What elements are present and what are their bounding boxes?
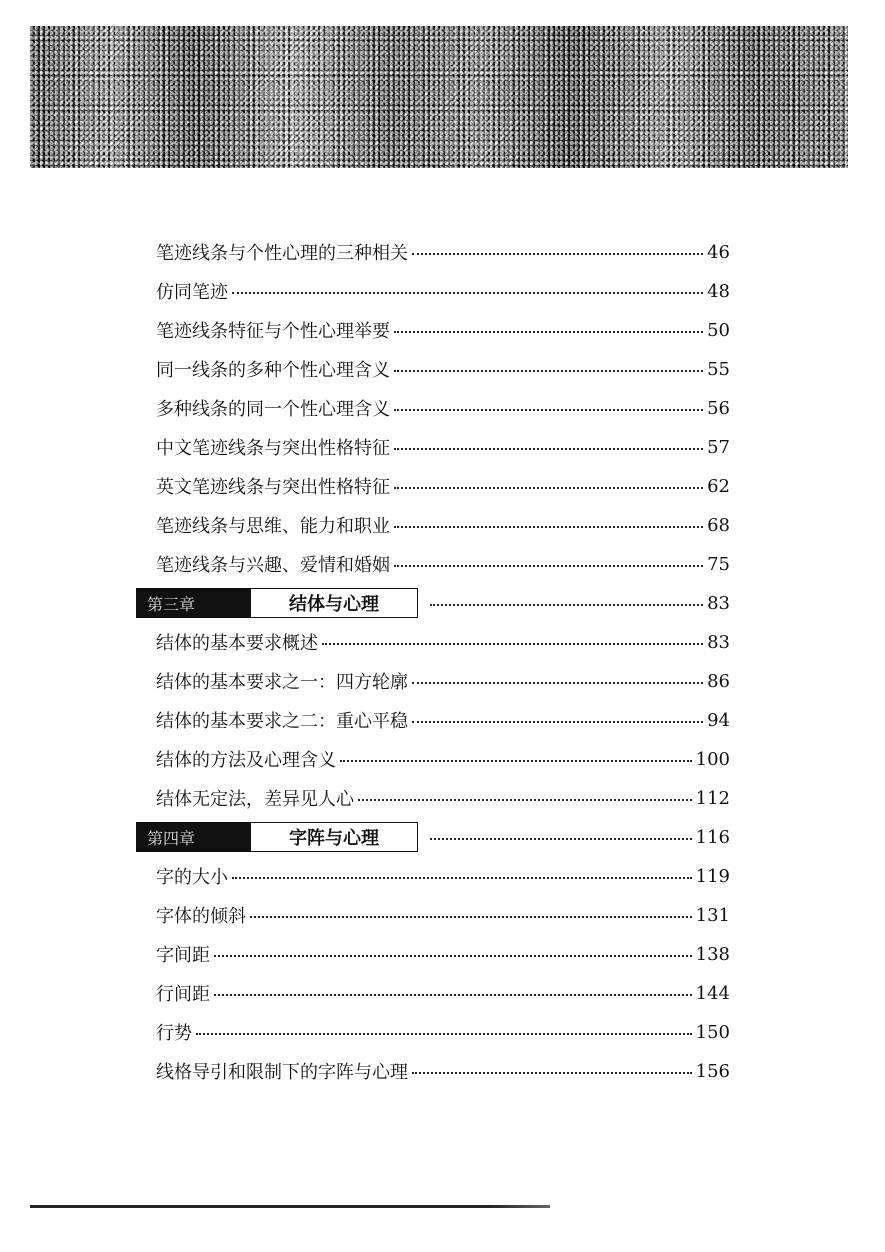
dot-leader — [358, 799, 692, 801]
chapter-label: 第四章 — [137, 823, 251, 851]
dot-leader — [394, 487, 703, 489]
toc-entry-page: 55 — [707, 358, 730, 380]
chapter-name: 字阵与心理 — [251, 823, 417, 851]
toc-entry-page: 68 — [707, 514, 730, 536]
dot-leader — [412, 1072, 692, 1074]
dot-leader — [394, 370, 703, 372]
toc-entry-page: 100 — [695, 748, 730, 770]
toc-entry[interactable] — [156, 939, 730, 969]
toc-entry-page: 86 — [707, 670, 730, 692]
toc-entry-title: 多种线条的同一个性心理含义 — [156, 399, 390, 420]
toc-entry-title: 行间距 — [156, 984, 210, 1005]
toc-entry-page: 119 — [695, 865, 730, 887]
toc-entry-title: 英文笔迹线条与突出性格特征 — [156, 477, 390, 498]
toc-entry[interactable] — [156, 666, 730, 696]
toc-entry-page: 57 — [707, 436, 730, 458]
toc-entry-page: 131 — [695, 904, 730, 926]
chapter-name: 结体与心理 — [251, 589, 417, 617]
toc-entry-title: 结体的基本要求概述 — [156, 633, 318, 654]
toc-entry[interactable] — [156, 783, 730, 813]
toc-entry-page: 75 — [707, 553, 730, 575]
toc-entry[interactable] — [156, 1056, 730, 1086]
toc-entry-page: 138 — [695, 943, 730, 965]
dot-leader — [412, 721, 703, 723]
dot-leader — [232, 877, 692, 879]
toc-entry-page: 112 — [695, 787, 730, 809]
toc-entry[interactable] — [156, 861, 730, 891]
dot-leader — [394, 409, 703, 411]
toc-entry-page: 144 — [695, 982, 730, 1004]
toc-entry-page: 56 — [707, 397, 730, 419]
toc-entry[interactable] — [156, 627, 730, 657]
chapter-box — [136, 822, 418, 852]
dot-leader — [250, 916, 692, 918]
toc-entry-title: 笔迹线条特征与个性心理举要 — [156, 321, 390, 342]
toc-entry[interactable] — [156, 237, 730, 267]
chapter-heading-4[interactable] — [136, 821, 730, 853]
chapter-page: 116 — [695, 826, 730, 848]
toc-entry[interactable] — [156, 315, 730, 345]
toc-entry[interactable] — [156, 276, 730, 306]
toc-entry-page: 83 — [707, 631, 730, 653]
toc-entry-page: 50 — [707, 319, 730, 341]
dot-leader — [394, 448, 703, 450]
toc-entry-title: 同一线条的多种个性心理含义 — [156, 360, 390, 381]
toc-entry[interactable] — [156, 705, 730, 735]
toc-entry-page: 150 — [695, 1021, 730, 1043]
dot-leader — [214, 955, 692, 957]
dot-leader — [430, 838, 692, 840]
toc-entry-title: 结体的基本要求之二：重心平稳 — [156, 711, 408, 732]
toc-entry-title: 字的大小 — [156, 867, 228, 888]
toc-entry-title: 字体的倾斜 — [156, 906, 246, 927]
toc-entry-title: 笔迹线条与兴趣、爱情和婚姻 — [156, 555, 390, 576]
toc-entry[interactable] — [156, 744, 730, 774]
dot-leader — [232, 292, 703, 294]
dot-leader — [430, 604, 703, 606]
dot-leader — [322, 643, 703, 645]
toc-entry-title: 结体的方法及心理含义 — [156, 750, 336, 771]
toc-entry-title: 仿同笔迹 — [156, 282, 228, 303]
toc-entry-title: 字间距 — [156, 945, 210, 966]
dot-leader — [412, 682, 703, 684]
toc-entry[interactable] — [156, 354, 730, 384]
dot-leader — [394, 565, 703, 567]
toc-entry[interactable] — [156, 978, 730, 1008]
toc-entry-title: 结体无定法，差异见人心 — [156, 789, 354, 810]
toc-entry-title: 结体的基本要求之一：四方轮廓 — [156, 672, 408, 693]
chapter-box — [136, 588, 418, 618]
toc-entry-title: 行势 — [156, 1023, 192, 1044]
toc-entry[interactable] — [156, 900, 730, 930]
toc-entry[interactable] — [156, 393, 730, 423]
toc-entry-page: 46 — [707, 241, 730, 263]
toc-entry[interactable] — [156, 432, 730, 462]
toc-entry-page: 62 — [707, 475, 730, 497]
toc-entry-title: 笔迹线条与个性心理的三种相关 — [156, 243, 408, 264]
toc-entry-page: 94 — [707, 709, 730, 731]
toc-entry-page: 48 — [707, 280, 730, 302]
footer-rule — [30, 1205, 550, 1208]
chapter-label: 第三章 — [137, 589, 251, 617]
dot-leader — [394, 331, 703, 333]
chapter-page: 83 — [707, 592, 730, 614]
dot-leader — [394, 526, 703, 528]
toc-entry-title: 线格导引和限制下的字阵与心理 — [156, 1062, 408, 1083]
toc-entry[interactable] — [156, 471, 730, 501]
toc-entry[interactable] — [156, 510, 730, 540]
toc-entry-page: 156 — [695, 1060, 730, 1082]
chapter-heading-3[interactable] — [136, 587, 730, 619]
toc-entry[interactable] — [156, 1017, 730, 1047]
dot-leader — [412, 253, 703, 255]
toc-entry-title: 中文笔迹线条与突出性格特征 — [156, 438, 390, 459]
dot-leader — [196, 1033, 692, 1035]
dot-leader — [214, 994, 692, 996]
toc-entry[interactable] — [156, 549, 730, 579]
toc-entry-title: 笔迹线条与思维、能力和职业 — [156, 516, 390, 537]
dot-leader — [340, 760, 692, 762]
